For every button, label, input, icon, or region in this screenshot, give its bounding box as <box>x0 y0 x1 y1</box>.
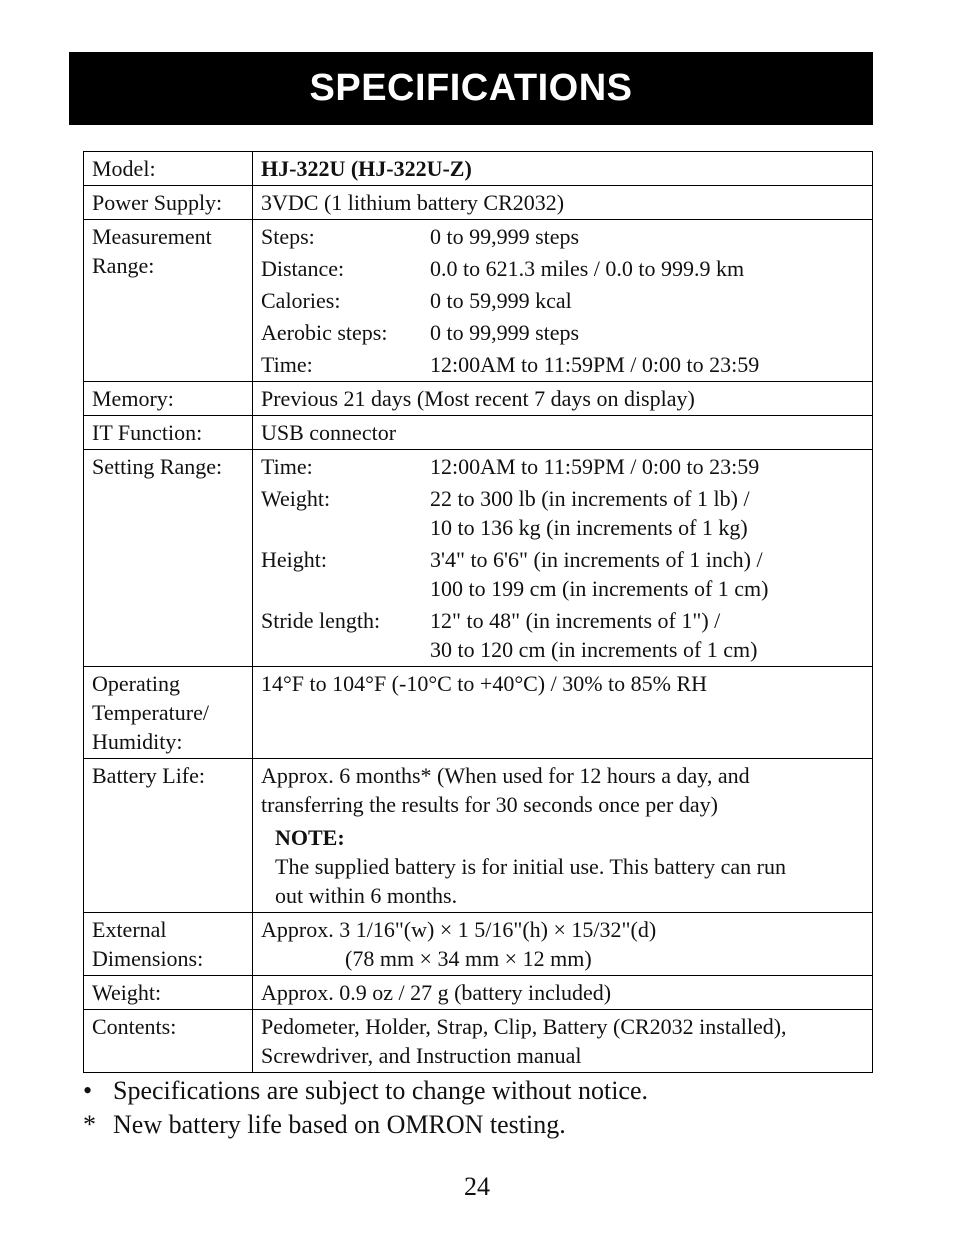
sub-value: 0 to 99,999 steps <box>430 320 580 345</box>
table-row-power-supply <box>84 186 873 220</box>
sub-value: 0.0 to 621.3 miles / 0.0 to 999.9 km <box>430 256 745 281</box>
operating-conditions-value: 14°F to 104°F (-10°C to +40°C) / 30% to 85% RH <box>253 667 873 759</box>
memory-value: Previous 21 days (Most recent 7 days on display) <box>253 382 873 416</box>
specifications-table <box>83 151 873 1073</box>
value-line: Pedometer, Holder, Strap, Clip, Battery (CR2032 installed), <box>261 1014 787 1039</box>
sub-row <box>261 318 864 347</box>
row-label: Contents: <box>84 1010 253 1073</box>
row-label: IT Function: <box>84 416 253 450</box>
sub-key: Weight: <box>261 486 331 511</box>
label-line: Dimensions: <box>92 946 204 971</box>
sub-row <box>261 350 864 379</box>
table-row-weight <box>84 976 873 1010</box>
label-line: Range: <box>92 253 155 278</box>
sub-value <box>430 606 864 664</box>
sub-value <box>430 545 864 603</box>
sub-key: Stride length: <box>261 608 381 633</box>
value-line: (78 mm × 34 mm × 12 mm) <box>345 946 592 971</box>
sub-value: 0 to 99,999 steps <box>430 224 580 249</box>
weight-value: Approx. 0.9 oz / 27 g (battery included) <box>253 976 873 1010</box>
row-label <box>84 667 253 759</box>
measurement-range-values <box>253 220 873 382</box>
label-line: External <box>92 917 167 942</box>
sub-key: Steps: <box>261 224 315 249</box>
table-row-setting-range <box>84 450 873 667</box>
sub-row <box>261 606 864 664</box>
sub-value <box>430 452 864 481</box>
table-row-operating-conditions <box>84 667 873 759</box>
sub-row <box>261 545 864 603</box>
value-line: transferring the results for 30 seconds once per day) <box>261 792 718 817</box>
sub-row <box>261 286 864 315</box>
sub-value: 12:00AM to 11:59PM / 0:00 to 23:59 <box>430 352 760 377</box>
row-label: Memory: <box>84 382 253 416</box>
bullet-marker: • <box>83 1076 93 1105</box>
row-label: Setting Range: <box>84 450 253 667</box>
value-line: 12" to 48" (in increments of 1") / <box>430 608 721 633</box>
label-line: Measurement <box>92 224 212 249</box>
value-line: 30 to 120 cm (in increments of 1 cm) <box>430 637 758 662</box>
sub-key: Height: <box>261 547 327 572</box>
it-function-value: USB connector <box>253 416 873 450</box>
asterisk-marker: * <box>83 1110 96 1139</box>
value-line: Screwdriver, and Instruction manual <box>261 1043 582 1068</box>
sub-key: Time: <box>261 352 313 377</box>
sub-key: Calories: <box>261 288 341 313</box>
label-line: Humidity: <box>92 729 183 754</box>
footnote <box>83 1074 648 1108</box>
sub-row <box>261 254 864 283</box>
external-dimensions-value <box>253 913 873 976</box>
sub-value: 0 to 59,999 kcal <box>430 288 572 313</box>
value-line: Approx. 6 months* (When used for 12 hours a day, and <box>261 763 750 788</box>
row-label: Power Supply: <box>84 186 253 220</box>
table-row-model <box>84 152 873 186</box>
table-row-contents <box>84 1010 873 1073</box>
footnote <box>83 1108 648 1142</box>
value-line: 22 to 300 lb (in increments of 1 lb) / <box>430 486 750 511</box>
table-row-it-function <box>84 416 873 450</box>
value-line: 100 to 199 cm (in increments of 1 cm) <box>430 576 769 601</box>
value-line: 10 to 136 kg (in increments of 1 kg) <box>430 515 748 540</box>
setting-range-values <box>253 450 873 667</box>
label-line: Operating <box>92 671 180 696</box>
value-line: Approx. 3 1/16"(w) × 1 5/16"(h) × 15/32"(d) <box>261 917 657 942</box>
footnote-text: Specifications are subject to change without notice. <box>113 1076 648 1105</box>
note-line: out within 6 months. <box>275 883 458 908</box>
sub-key: Aerobic steps: <box>261 320 388 345</box>
row-label: Weight: <box>84 976 253 1010</box>
specifications-banner <box>69 52 873 125</box>
note-title: NOTE: <box>275 825 345 850</box>
value-line: 3'4" to 6'6" (in increments of 1 inch) / <box>430 547 763 572</box>
sub-key: Time: <box>261 454 313 479</box>
sub-row <box>261 222 864 251</box>
row-label <box>84 220 253 382</box>
battery-life-value <box>253 759 873 913</box>
model-value: HJ-322U (HJ-322U-Z) <box>253 152 873 186</box>
row-label: Model: <box>84 152 253 186</box>
table-row-memory <box>84 382 873 416</box>
sub-row <box>261 452 864 481</box>
table-row-battery-life <box>84 759 873 913</box>
page-title: SPECIFICATIONS <box>309 67 633 109</box>
sub-row <box>261 484 864 542</box>
sub-key: Distance: <box>261 256 345 281</box>
page-number: 24 <box>464 1172 490 1201</box>
row-label: Battery Life: <box>84 759 253 913</box>
note-line: The supplied battery is for initial use. This battery can run <box>275 854 786 879</box>
value-line: 12:00AM to 11:59PM / 0:00 to 23:59 <box>430 454 760 479</box>
sub-value <box>430 484 864 542</box>
footnotes <box>83 1074 648 1142</box>
label-line: Temperature/ <box>92 700 209 725</box>
contents-value <box>253 1010 873 1073</box>
footnote-text: New battery life based on OMRON testing. <box>113 1110 566 1139</box>
table-row-measurement-range <box>84 220 873 382</box>
battery-note <box>261 823 864 910</box>
power-supply-value: 3VDC (1 lithium battery CR2032) <box>253 186 873 220</box>
row-label <box>84 913 253 976</box>
table-row-external-dimensions <box>84 913 873 976</box>
